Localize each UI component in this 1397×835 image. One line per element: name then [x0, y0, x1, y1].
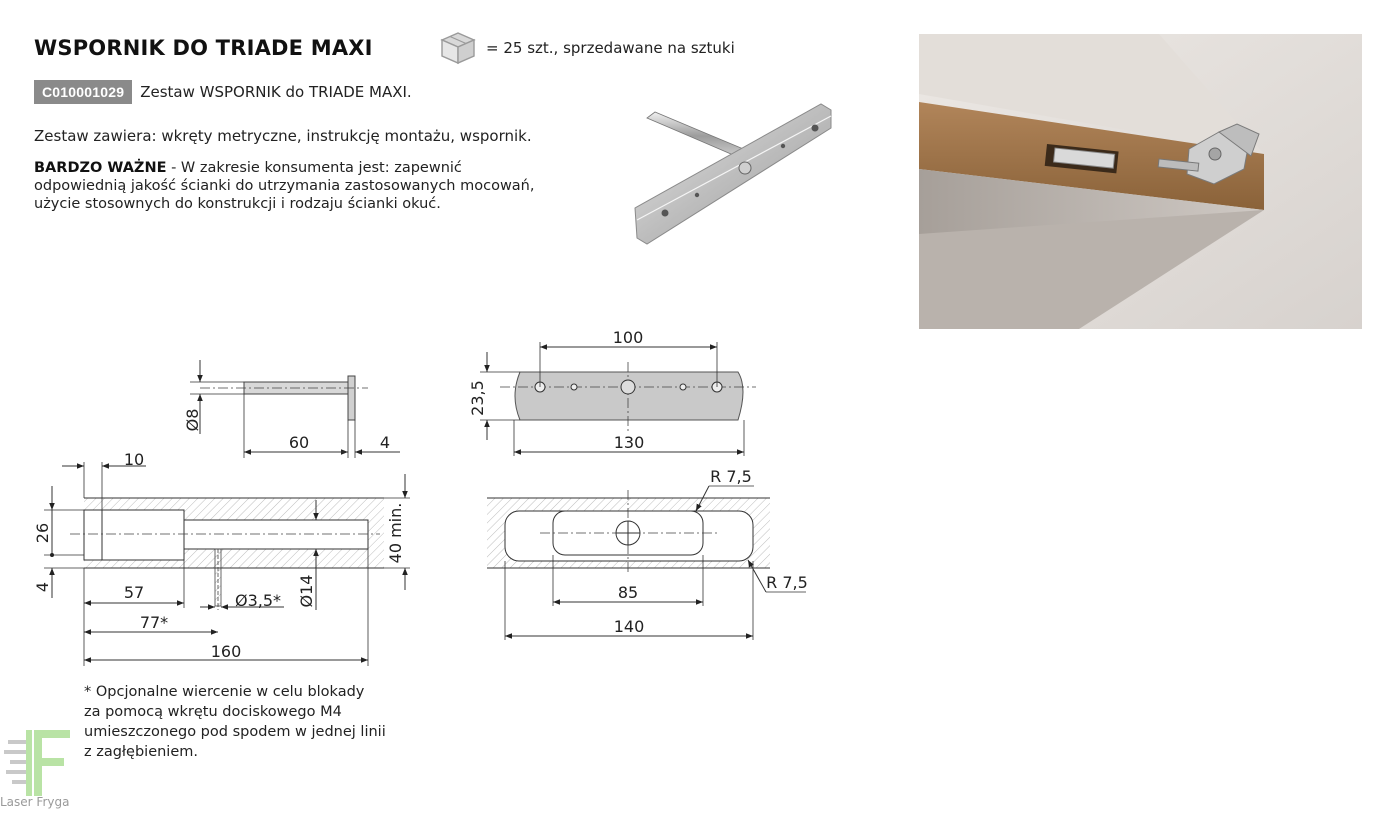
section-view-drawing — [33, 450, 410, 666]
dim-r7-5-top: R 7,5 — [710, 467, 752, 486]
dim-77: 77* — [139, 613, 169, 632]
dim-160: 160 — [210, 642, 242, 661]
dim-85: 85 — [617, 583, 639, 602]
dim-r7-5-bottom: R 7,5 — [766, 573, 808, 592]
dim-140: 140 — [613, 617, 645, 636]
dim-dia14: Ø14 — [297, 574, 316, 608]
dim-26: 26 — [33, 522, 52, 544]
plate-view-drawing — [468, 328, 756, 456]
packaging-text: = 25 szt., sprzedawane na sztuki — [486, 39, 735, 57]
page-title: WSPORNIK DO TRIADE MAXI — [34, 36, 373, 60]
product-code-description: Zestaw WSPORNIK do TRIADE MAXI. — [140, 83, 412, 101]
side-view-drawing — [183, 360, 400, 458]
warning-label: BARDZO WAŻNE — [34, 160, 167, 176]
dim-100: 100 — [612, 328, 644, 347]
drilling-note: * Opcjonalne wiercenie w celu blokady za pomocą wkrętu dociskowego M4 umieszczonego pod spodem w jednej linii z zagłębieniem. — [84, 684, 386, 760]
dim-23-5: 23,5 — [468, 380, 487, 416]
dim-57: 57 — [123, 583, 145, 602]
set-contents: Zestaw zawiera: wkręty metryczne, instrukcję montażu, wspornik. — [34, 127, 532, 145]
dim-60: 60 — [288, 433, 310, 452]
product-code-badge: C010001029 — [34, 80, 132, 104]
logo-text: Laser Fryga — [0, 795, 70, 809]
dim-dia8: Ø8 — [183, 408, 202, 432]
dim-dia3-5: Ø3,5* — [234, 591, 282, 610]
dim-4: 4 — [379, 433, 391, 452]
warning-text: - W zakresie konsumenta jest: zapewnić odpowiednią jakość ścianki do utrzymania zastosowanych mocowań, użycie stosownych do konstrukcji i rodzaju ścianki okuć. — [34, 160, 535, 212]
slot-view-drawing — [487, 467, 808, 640]
dim-130: 130 — [613, 433, 645, 452]
dim-4-section: 4 — [33, 581, 52, 593]
dim-40-min: 40 min. — [386, 502, 405, 564]
dim-10: 10 — [123, 450, 145, 469]
